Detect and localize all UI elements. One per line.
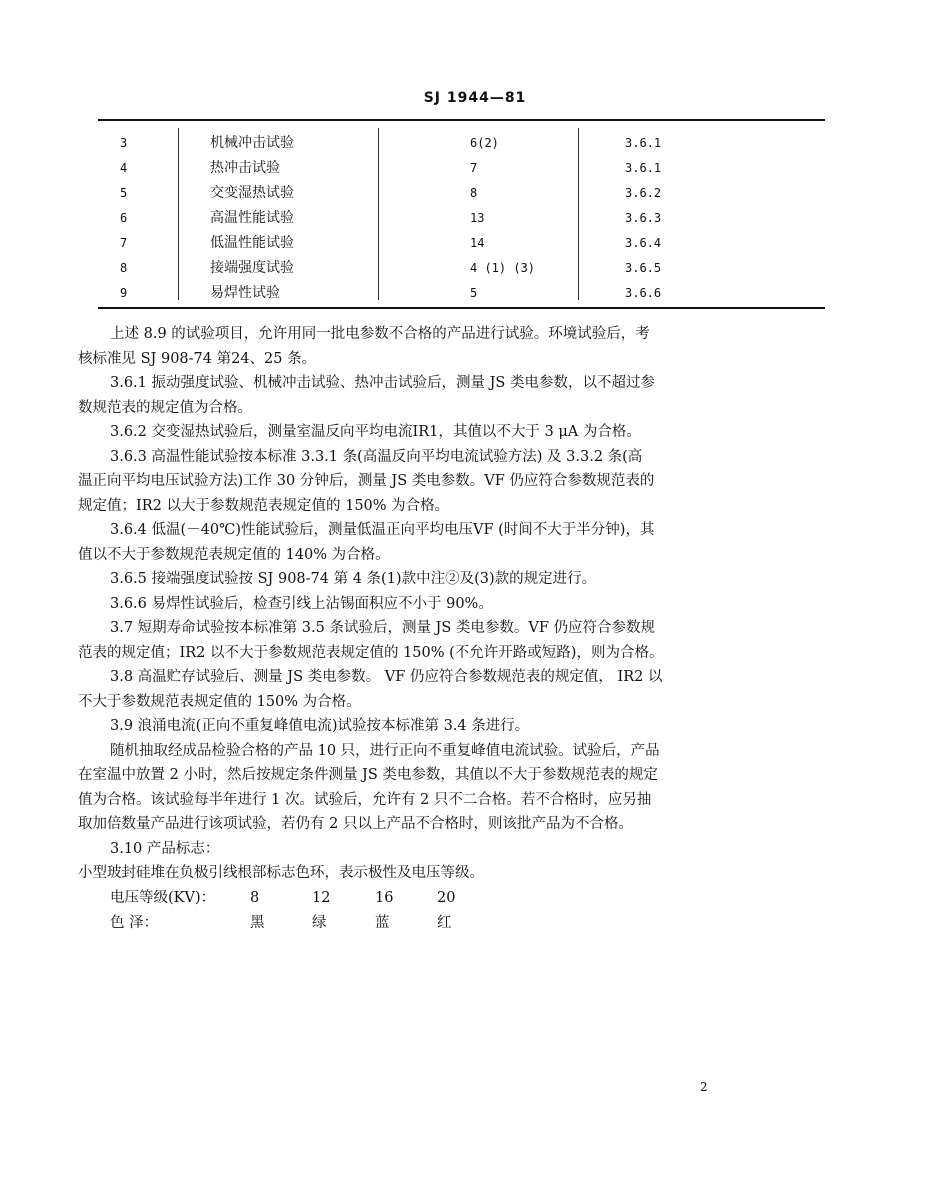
clause-3-6-3: 3.6.3 高温性能试验按本标准 3.3.1 条(高温反向平均电流试验方法) 及 3.3.2 条(高: [110, 448, 643, 465]
clause-3-8: 3.8 高温贮存试验后、测量 JS 类电参数。 VF 仍应符合参数规范表的规定值， IR2 以: [110, 669, 663, 685]
paragraph-note-cont: 核标准见 SJ 908-74 第24、25 条。: [78, 350, 317, 367]
clause-3-6-3-cont: 温正向平均电压试验方法)工作 30 分钟后，测量 JS 类电参数。VF 仍应符合参数规范表的: [78, 473, 655, 489]
row-number: 7: [120, 236, 128, 250]
voltage-value: 20: [437, 889, 456, 906]
table-row: [98, 256, 825, 281]
clause-3-6-4-cont: 值以不大于参数规范表规定值的 140% 为合格。: [78, 546, 390, 563]
voltage-value: 8: [250, 889, 260, 906]
voltage-row: [110, 886, 730, 911]
test-name: 高温性能试验: [210, 210, 294, 226]
color-row: [110, 911, 730, 936]
test-name: 低温性能试验: [210, 235, 294, 251]
test-condition: 8: [470, 186, 478, 200]
row-number: 9: [120, 286, 128, 300]
test-name: 机械冲击试验: [210, 135, 294, 151]
table-row: [98, 281, 825, 306]
clause-3-6-1-cont: 数规范表的规定值为合格。: [78, 399, 252, 416]
table-row: [98, 206, 825, 231]
document-body: [78, 322, 730, 936]
clause-3-6-2: 3.6.2 交变湿热试验后，测量室温反向平均电流IR1，其值以不大于 3 μA 为合格。: [110, 424, 641, 440]
marking-text: 小型玻封硅堆在负极引线根部标志色环，表示极性及电压等级。: [78, 865, 484, 881]
page-number: 2: [700, 1080, 708, 1094]
clause-3-6-5: 3.6.5 接端强度试验按 SJ 908-74 第 4 条(1)款中注②及(3)款的规定进行。: [110, 571, 597, 587]
table-row: [98, 231, 825, 256]
color-label: 色 泽：: [110, 914, 159, 931]
clause-3-10: 3.10 产品标志：: [110, 840, 220, 857]
clause-ref: 3.6.5: [625, 261, 662, 275]
table-row: [98, 156, 825, 181]
surge-test-text: 随机抽取经成品检验合格的产品 10 只，进行正向不重复峰值电流试验。试验后，产品: [110, 742, 660, 759]
surge-test-cont: 在室温中放置 2 小时，然后按规定条件测量 JS 类电参数，其值以不大于参数规范表的规定: [78, 767, 658, 783]
voltage-value: 16: [375, 889, 394, 906]
voltage-label: 电压等级(KV)：: [110, 889, 216, 906]
clause-3-6-1: 3.6.1 振动强度试验、机械冲击试验、热冲击试验后，测量 JS 类电参数，以不超过参: [110, 375, 655, 391]
clause-3-6-6: 3.6.6 易焊性试验后，检查引线上沾锡面积应不小于 90%。: [110, 595, 493, 612]
clause-3-7: 3.7 短期寿命试验按本标准第 3.5 条试验后，测量 JS 类电参数。VF 仍应符合参数规: [110, 620, 656, 636]
paragraph-note: 上述 8.9 的试验项目，允许用同一批电参数不合格的产品进行试验。环境试验后，考: [110, 326, 650, 342]
test-name: 易焊性试验: [210, 285, 280, 301]
clause-ref: 3.6.4: [625, 236, 662, 250]
clause-3-6-4: 3.6.4 低温(－40℃)性能试验后，测量低温正向平均电压VF (时间不大于半分钟)，其: [110, 522, 655, 538]
clause-ref: 3.6.2: [625, 186, 662, 200]
table-bottom-rule: [98, 307, 825, 309]
test-condition: 4 (1) (3): [470, 261, 536, 275]
color-value: 红: [437, 914, 452, 931]
color-value: 蓝: [375, 914, 390, 931]
clause-ref: 3.6.6: [625, 286, 662, 300]
clause-3-9: 3.9 浪涌电流(正向不重复峰值电流)试验按本标准第 3.4 条进行。: [110, 718, 530, 734]
clause-3-6-3-cont2: 规定值；IR2 以大于参数规范表规定值的 150% 为合格。: [78, 497, 450, 514]
table-top-rule: [98, 119, 825, 121]
table-row: [98, 131, 825, 156]
surge-test-cont2: 值为合格。该试验每半年进行 1 次。试验后，允许有 2 只不二合格。若不合格时，应另抽: [78, 791, 652, 808]
test-table: [98, 131, 825, 306]
voltage-value: 12: [312, 889, 331, 906]
clause-3-7-cont: 范表的规定值；IR2 以不大于参数规范表规定值的 150% (不允许开路或短路)，则为合格。: [78, 644, 664, 661]
row-number: 4: [120, 161, 128, 175]
test-condition: 14: [470, 236, 485, 250]
row-number: 8: [120, 261, 128, 275]
standard-header: SJ 1944—81: [423, 90, 527, 106]
surge-test-cont3: 取加倍数量产品进行该项试验，若仍有 2 只以上产品不合格时，则该批产品为不合格。: [78, 816, 633, 832]
test-condition: 13: [470, 211, 485, 225]
clause-3-8-cont: 不大于参数规范表规定值的 150% 为合格。: [78, 693, 361, 710]
row-number: 6: [120, 211, 128, 225]
row-number: 5: [120, 186, 128, 200]
table-row: [98, 181, 825, 206]
test-condition: 6(2): [470, 136, 499, 150]
test-name: 热冲击试验: [210, 160, 280, 176]
clause-ref: 3.6.3: [625, 211, 662, 225]
clause-ref: 3.6.1: [625, 136, 662, 150]
test-condition: 7: [470, 161, 478, 175]
test-name: 接端强度试验: [210, 260, 294, 276]
color-value: 黑: [250, 914, 265, 931]
test-name: 交变湿热试验: [210, 185, 294, 201]
clause-ref: 3.6.1: [625, 161, 662, 175]
color-value: 绿: [312, 914, 327, 931]
row-number: 3: [120, 136, 128, 150]
test-condition: 5: [470, 286, 478, 300]
